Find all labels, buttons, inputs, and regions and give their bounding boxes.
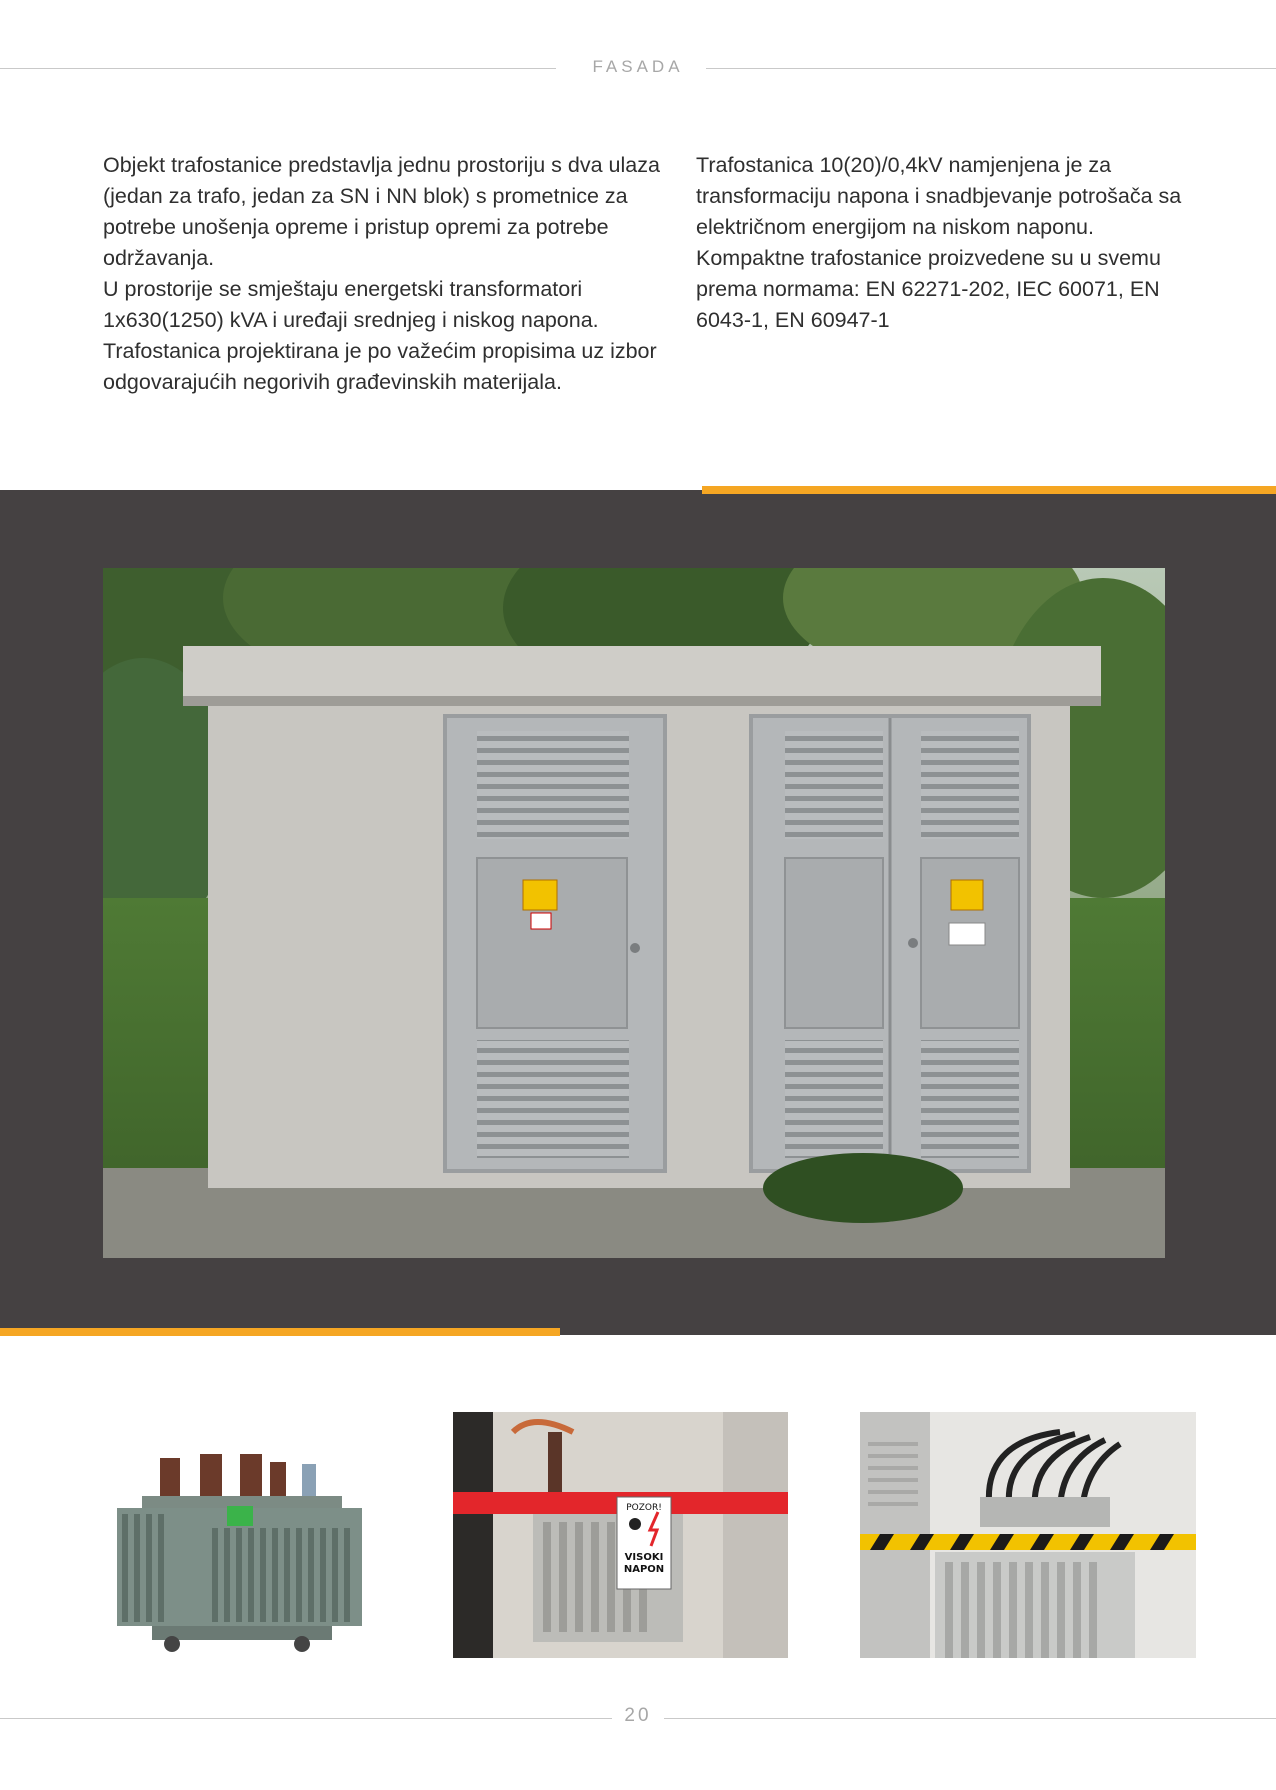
- transformer-photo: [112, 1418, 364, 1658]
- warning-sign-line-3: NAPON: [623, 1564, 665, 1575]
- cabled-transformer-photo: [860, 1412, 1196, 1658]
- paragraph: Kompaktne trafostanice proizvedene su u svemu prema normama: EN 62271-202, IEC 60071, EN 6043-1, EN 60947-1: [696, 246, 1161, 332]
- high-voltage-photo: [453, 1412, 788, 1658]
- section-title: FASADA: [592, 57, 684, 76]
- warning-sign-line-2: VISOKI: [624, 1552, 664, 1563]
- page-number: 20: [624, 1705, 652, 1726]
- accent-stripe-bottom: [0, 1328, 560, 1336]
- accent-stripe-top: [702, 486, 1276, 494]
- left-text-column: [103, 150, 663, 398]
- paragraph: Objekt trafostanice predstavlja jednu prostoriju s dva ulaza (jedan za trafo, jedan za SN i NN blok) s prometnice za potrebe unošenja opreme i pristup opremi za potrebe održavanja.: [103, 153, 660, 270]
- warning-sign-line-1: POZOR!: [626, 1503, 662, 1513]
- paragraph: U prostorije se smještaju energetski transformatori 1x630(1250) kVA i uređaji srednjeg i niskog napona.: [103, 277, 599, 332]
- paragraph: Trafostanica 10(20)/0,4kV namjenjena je za transformaciju napona i snadbjevanje potrošača sa električnom energijom na niskom naponu.: [696, 153, 1182, 239]
- paragraph: Trafostanica projektirana je po važećim propisima uz izbor odgovarajućih negorivih građevinskih materijala.: [103, 339, 657, 394]
- substation-photo: [103, 568, 1165, 1258]
- right-text-column: [696, 150, 1196, 336]
